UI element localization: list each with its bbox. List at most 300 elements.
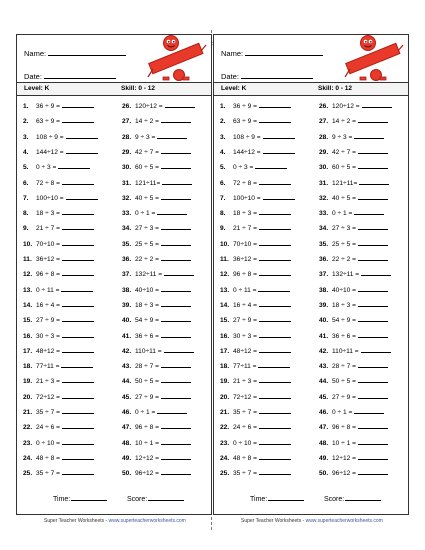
- credit-text: Super Teacher Worksheets -: [44, 518, 109, 524]
- answer-blank[interactable]: [263, 191, 295, 200]
- problem-number: 41.: [122, 332, 132, 340]
- answer-blank[interactable]: [62, 114, 94, 123]
- answer-blank[interactable]: [259, 114, 291, 123]
- problem-number: 39.: [122, 301, 132, 309]
- answer-blank[interactable]: [62, 313, 94, 322]
- answer-blank[interactable]: [354, 130, 384, 139]
- answer-blank[interactable]: [62, 405, 94, 414]
- problem-number: 23.: [23, 439, 33, 447]
- problem-item: [122, 390, 218, 402]
- answer-blank[interactable]: [259, 298, 291, 307]
- answer-blank[interactable]: [259, 99, 291, 108]
- answer-blank[interactable]: [354, 206, 384, 215]
- problem-expression: 30 ÷ 3 =: [233, 332, 257, 340]
- answer-blank[interactable]: [164, 267, 194, 276]
- problem-number: 35.: [122, 240, 132, 248]
- problem-expression: 24 ÷ 6 =: [233, 424, 257, 432]
- answer-blank[interactable]: [62, 451, 94, 460]
- problem-expression: 25 ÷ 5 =: [332, 240, 356, 248]
- problem-expression: 22 ÷ 2 =: [332, 256, 356, 263]
- answer-blank[interactable]: [62, 420, 94, 429]
- problem-number: 36.: [319, 256, 329, 263]
- problem-number: 16.: [23, 332, 33, 340]
- problem-expression: 144÷12 =: [36, 148, 64, 156]
- answer-blank[interactable]: [358, 221, 388, 230]
- problem-item: [122, 221, 218, 233]
- problem-expression: 9 ÷ 3 =: [332, 133, 353, 141]
- problem-expression: 60 ÷ 5 =: [135, 164, 159, 172]
- credit-url[interactable]: www.superteacherworksheets.com: [305, 518, 383, 524]
- answer-blank[interactable]: [361, 267, 391, 276]
- problem-expression: 54 ÷ 9 =: [332, 317, 356, 325]
- answer-blank[interactable]: [263, 130, 295, 139]
- answer-blank[interactable]: [62, 237, 94, 246]
- answer-blank[interactable]: [161, 451, 191, 460]
- answer-blank[interactable]: [157, 405, 187, 414]
- problem-item: [220, 390, 316, 402]
- problem-expression: 50 ÷ 5 =: [332, 378, 356, 386]
- problem-item: [23, 451, 119, 463]
- answer-blank[interactable]: [62, 267, 94, 276]
- problem-item: [220, 191, 316, 203]
- problem-expression: 27 ÷ 3 =: [332, 225, 356, 233]
- problem-expression: 48 ÷ 8 =: [233, 454, 257, 462]
- problem-item: [220, 145, 316, 157]
- problem-number: 15.: [23, 317, 33, 325]
- credit-url[interactable]: www.superteacherworksheets.com: [108, 518, 186, 524]
- problem-item: [319, 374, 415, 386]
- problem-number: 26.: [122, 103, 132, 110]
- problem-item: [23, 237, 119, 249]
- problem-item: [23, 99, 119, 111]
- problem-expression: 77÷11 =: [233, 363, 257, 371]
- problem-number: 1.: [220, 103, 226, 110]
- problem-number: 6.: [220, 179, 226, 187]
- problem-number: 29.: [122, 148, 132, 156]
- answer-blank[interactable]: [161, 436, 191, 445]
- problem-item: [220, 99, 316, 111]
- problem-number: 49.: [319, 454, 329, 462]
- answer-blank[interactable]: [62, 390, 94, 399]
- problem-item: [23, 374, 119, 386]
- answer-blank[interactable]: [66, 191, 98, 200]
- problem-number: 49.: [122, 454, 132, 462]
- problem-item: [319, 359, 415, 371]
- answer-blank[interactable]: [164, 344, 194, 353]
- answer-blank[interactable]: [259, 405, 291, 414]
- problem-number: 42.: [319, 347, 329, 355]
- answer-blank[interactable]: [358, 374, 388, 383]
- level-label: Level: K: [221, 85, 247, 92]
- problem-item: [319, 390, 415, 402]
- problem-expression: 18 ÷ 3 =: [135, 301, 159, 309]
- problem-number: 16.: [220, 332, 230, 340]
- problem-number: 20.: [23, 393, 33, 401]
- problem-expression: 0 ÷ 10 =: [233, 439, 257, 447]
- answer-blank[interactable]: [259, 237, 291, 246]
- problem-expression: 10 ÷ 1 =: [332, 439, 356, 447]
- answer-blank[interactable]: [358, 283, 388, 292]
- answer-blank[interactable]: [62, 252, 94, 261]
- problem-item: [220, 206, 316, 218]
- problem-item: [23, 191, 119, 203]
- problem-item: [122, 191, 218, 203]
- answer-blank[interactable]: [359, 176, 389, 185]
- answer-blank[interactable]: [62, 329, 94, 338]
- problem-item: [220, 283, 316, 295]
- problem-item: [23, 298, 119, 310]
- score-label: Score:: [127, 496, 148, 503]
- problem-expression: 10 ÷ 1 =: [135, 439, 159, 447]
- problem-expression: 48 ÷ 8 =: [36, 454, 60, 462]
- problem-number: 18.: [23, 363, 33, 371]
- problem-number: 9.: [23, 225, 29, 233]
- name-line[interactable]: [48, 48, 126, 56]
- answer-blank[interactable]: [161, 298, 191, 307]
- problem-expression: 27 ÷ 9 =: [135, 393, 159, 401]
- date-line[interactable]: [241, 71, 313, 79]
- answer-blank[interactable]: [258, 359, 290, 368]
- answer-blank[interactable]: [66, 130, 98, 139]
- answer-blank[interactable]: [259, 313, 291, 322]
- answer-blank[interactable]: [157, 130, 187, 139]
- problem-item: [319, 298, 415, 310]
- answer-blank[interactable]: [358, 252, 388, 261]
- problem-number: 7.: [23, 194, 29, 202]
- division-sign-mascot-icon: [145, 33, 207, 81]
- answer-blank[interactable]: [165, 99, 195, 108]
- answer-blank[interactable]: [362, 99, 392, 108]
- problem-expression: 24 ÷ 6 =: [36, 424, 60, 432]
- problem-item: [23, 420, 119, 432]
- problem-item: [319, 436, 415, 448]
- problem-number: 33.: [122, 210, 132, 218]
- problem-number: 22.: [220, 424, 230, 432]
- problem-item: [122, 99, 218, 111]
- problem-item: [319, 344, 415, 356]
- answer-blank[interactable]: [161, 466, 191, 475]
- problem-number: 31.: [122, 179, 132, 187]
- time-line[interactable]: [71, 493, 107, 501]
- score-line[interactable]: [345, 493, 381, 501]
- problem-expression: 70÷10 =: [36, 240, 60, 248]
- answer-blank[interactable]: [62, 221, 94, 230]
- answer-blank[interactable]: [161, 283, 191, 292]
- time-field[interactable]: [250, 493, 304, 503]
- problem-number: 6.: [23, 179, 29, 187]
- problem-number: 43.: [319, 363, 329, 371]
- problem-expression: 28 ÷ 7 =: [332, 363, 356, 371]
- problem-expression: 60 ÷ 5 =: [332, 164, 356, 172]
- problem-item: [220, 451, 316, 463]
- problem-item: [122, 160, 218, 172]
- answer-blank[interactable]: [161, 160, 191, 169]
- problem-expression: 36 ÷ 9 =: [36, 103, 60, 110]
- time-field[interactable]: [53, 493, 107, 503]
- answer-blank[interactable]: [259, 451, 291, 460]
- answer-blank[interactable]: [259, 252, 291, 261]
- problem-expression: 12÷12 =: [135, 454, 159, 462]
- problem-item: [122, 145, 218, 157]
- answer-blank[interactable]: [161, 191, 191, 200]
- problem-number: 2.: [220, 118, 226, 126]
- problem-number: 13.: [220, 286, 230, 294]
- problem-expression: 96÷12 =: [332, 470, 356, 478]
- problem-number: 42.: [122, 347, 132, 355]
- problem-number: 17.: [23, 347, 33, 355]
- problem-number: 12.: [23, 271, 33, 279]
- answer-blank[interactable]: [263, 145, 295, 154]
- answer-blank[interactable]: [358, 298, 388, 307]
- worksheet-header: [17, 35, 211, 82]
- problem-number: 28.: [319, 133, 329, 141]
- answer-blank[interactable]: [259, 267, 291, 276]
- problem-expression: 121÷11=: [332, 179, 358, 187]
- problem-number: 11.: [23, 256, 32, 263]
- problem-number: 44.: [122, 378, 132, 386]
- problem-expression: 40÷10 =: [135, 286, 159, 294]
- answer-blank[interactable]: [358, 436, 388, 445]
- problem-expression: 21 ÷ 7 =: [36, 225, 60, 233]
- problem-item: [23, 405, 119, 417]
- answer-blank[interactable]: [161, 359, 191, 368]
- problem-number: 43.: [122, 363, 132, 371]
- problem-expression: 132÷11 =: [332, 271, 360, 279]
- problem-number: 21.: [23, 409, 33, 416]
- answer-blank[interactable]: [259, 329, 291, 338]
- answer-blank[interactable]: [161, 374, 191, 383]
- answer-blank[interactable]: [354, 405, 384, 414]
- problem-item: [23, 114, 119, 126]
- problem-item: [220, 252, 316, 264]
- problem-number: 44.: [319, 378, 329, 386]
- problem-expression: 36÷12 =: [36, 256, 60, 263]
- answer-blank[interactable]: [259, 436, 291, 445]
- problem-item: [319, 191, 415, 203]
- score-label: Score:: [324, 496, 345, 503]
- worksheet-right: [213, 34, 409, 515]
- problem-expression: 0 ÷ 11 =: [36, 286, 60, 294]
- answer-blank[interactable]: [259, 420, 291, 429]
- answer-blank[interactable]: [358, 313, 388, 322]
- answer-blank[interactable]: [358, 237, 388, 246]
- problem-item: [220, 114, 316, 126]
- problem-item: [319, 237, 415, 249]
- problem-number: 40.: [319, 317, 329, 325]
- answer-blank[interactable]: [358, 329, 388, 338]
- answer-blank[interactable]: [358, 420, 388, 429]
- problem-number: 32.: [122, 194, 132, 202]
- problem-expression: 28 ÷ 7 =: [135, 363, 159, 371]
- answer-blank[interactable]: [161, 313, 191, 322]
- problem-expression: 0 ÷ 10 =: [36, 439, 60, 447]
- problem-number: 24.: [220, 454, 230, 462]
- problem-item: [122, 344, 218, 356]
- problem-item: [23, 252, 119, 264]
- answer-blank[interactable]: [259, 176, 291, 185]
- answer-blank[interactable]: [157, 206, 187, 215]
- problem-number: 47.: [319, 424, 329, 432]
- problem-number: 50.: [319, 470, 329, 478]
- problem-expression: 50 ÷ 5 =: [135, 378, 159, 386]
- answer-blank[interactable]: [58, 160, 90, 169]
- problem-number: 11.: [220, 256, 229, 263]
- problem-number: 27.: [122, 118, 132, 126]
- problem-number: 5.: [23, 164, 29, 172]
- problem-expression: 27 ÷ 9 =: [233, 317, 257, 325]
- problem-expression: 0 ÷ 3 =: [233, 164, 254, 172]
- answer-blank[interactable]: [161, 114, 191, 123]
- problem-item: [220, 466, 316, 478]
- problem-item: [122, 176, 218, 188]
- problem-number: 32.: [319, 194, 329, 202]
- answer-blank[interactable]: [259, 374, 291, 383]
- problem-item: [319, 329, 415, 341]
- problem-expression: 27 ÷ 9 =: [332, 393, 356, 401]
- problem-expression: 14 ÷ 2 =: [332, 118, 356, 126]
- problem-expression: 42 ÷ 7 =: [332, 148, 356, 156]
- problem-expression: 96÷12 =: [135, 470, 159, 478]
- answer-blank[interactable]: [161, 221, 191, 230]
- problem-number: 1.: [23, 103, 29, 110]
- answer-blank[interactable]: [358, 114, 388, 123]
- problem-item: [23, 221, 119, 233]
- problem-number: 17.: [220, 347, 230, 355]
- problem-expression: 27 ÷ 9 =: [36, 317, 60, 325]
- problem-expression: 132÷11 =: [135, 271, 163, 279]
- answer-blank[interactable]: [161, 252, 191, 261]
- answer-blank[interactable]: [162, 176, 192, 185]
- time-line[interactable]: [268, 493, 304, 501]
- problem-expression: 9 ÷ 3 =: [135, 133, 156, 141]
- credit-right: [241, 518, 383, 524]
- answer-blank[interactable]: [66, 145, 98, 154]
- problem-item: [220, 436, 316, 448]
- answer-blank[interactable]: [358, 359, 388, 368]
- problem-expression: 36÷12 =: [233, 256, 257, 263]
- problem-expression: 22 ÷ 2 =: [135, 256, 159, 263]
- answer-blank[interactable]: [62, 298, 94, 307]
- problem-item: [319, 114, 415, 126]
- problem-number: 34.: [319, 225, 329, 233]
- answer-blank[interactable]: [61, 283, 93, 292]
- answer-blank[interactable]: [358, 390, 388, 399]
- answer-blank[interactable]: [361, 344, 391, 353]
- date-field[interactable]: [221, 71, 313, 81]
- problem-expression: 0 ÷ 1 =: [332, 409, 353, 416]
- problem-expression: 108 ÷ 9 =: [36, 133, 64, 141]
- answer-blank[interactable]: [62, 99, 94, 108]
- answer-blank[interactable]: [161, 390, 191, 399]
- name-field[interactable]: [221, 48, 323, 58]
- problem-number: 48.: [122, 439, 132, 447]
- problem-item: [220, 329, 316, 341]
- credit-text: Super Teacher Worksheets -: [241, 518, 306, 524]
- score-field[interactable]: [127, 493, 184, 503]
- answer-blank[interactable]: [358, 191, 388, 200]
- problem-expression: 25 ÷ 5 =: [135, 240, 159, 248]
- answer-blank[interactable]: [259, 344, 291, 353]
- problem-item: [220, 267, 316, 279]
- answer-blank[interactable]: [62, 344, 94, 353]
- problem-item: [319, 420, 415, 432]
- problem-item: [122, 252, 218, 264]
- problem-number: 38.: [122, 286, 132, 294]
- problem-number: 10.: [220, 240, 230, 248]
- date-label: Date:: [24, 72, 42, 81]
- problem-number: 45.: [122, 393, 132, 401]
- name-line[interactable]: [245, 48, 323, 56]
- problem-number: 50.: [122, 470, 132, 478]
- answer-blank[interactable]: [358, 466, 388, 475]
- problem-expression: 63 ÷ 9 =: [233, 118, 257, 126]
- problem-item: [23, 283, 119, 295]
- answer-blank[interactable]: [358, 451, 388, 460]
- date-field[interactable]: [24, 71, 116, 81]
- answer-blank[interactable]: [62, 466, 94, 475]
- problem-expression: 63 ÷ 9 =: [36, 118, 60, 126]
- problem-expression: 40 ÷ 5 =: [332, 194, 356, 202]
- problem-item: [122, 237, 218, 249]
- problem-expression: 144÷12 =: [233, 148, 261, 156]
- answer-blank[interactable]: [161, 420, 191, 429]
- problem-number: 19.: [23, 378, 33, 386]
- answer-blank[interactable]: [62, 206, 94, 215]
- problem-item: [220, 359, 316, 371]
- answer-blank[interactable]: [62, 176, 94, 185]
- score-field[interactable]: [324, 493, 381, 503]
- answer-blank[interactable]: [161, 329, 191, 338]
- problem-number: 23.: [220, 439, 230, 447]
- problem-item: [122, 298, 218, 310]
- problem-item: [319, 313, 415, 325]
- problem-item: [122, 374, 218, 386]
- answer-blank[interactable]: [161, 145, 191, 154]
- problem-item: [23, 359, 119, 371]
- time-label: Time:: [250, 496, 268, 503]
- problem-expression: 110÷11 =: [332, 347, 359, 355]
- name-field[interactable]: [24, 48, 126, 58]
- problem-number: 47.: [122, 424, 132, 432]
- problem-number: 30.: [319, 164, 329, 172]
- answer-blank[interactable]: [61, 359, 93, 368]
- problem-number: 46.: [122, 409, 132, 416]
- answer-blank[interactable]: [259, 390, 291, 399]
- answer-blank[interactable]: [259, 206, 291, 215]
- problem-expression: 42 ÷ 7 =: [135, 148, 159, 156]
- answer-blank[interactable]: [255, 160, 287, 169]
- problem-item: [122, 420, 218, 432]
- answer-blank[interactable]: [62, 374, 94, 383]
- answer-blank[interactable]: [358, 145, 388, 154]
- answer-blank[interactable]: [259, 466, 291, 475]
- problem-number: 35.: [319, 240, 329, 248]
- problem-number: 29.: [319, 148, 329, 156]
- date-line[interactable]: [44, 71, 116, 79]
- problem-expression: 21 ÷ 3 =: [36, 378, 60, 386]
- answer-blank[interactable]: [259, 221, 291, 230]
- problem-expression: 96 ÷ 8 =: [135, 424, 159, 432]
- score-line[interactable]: [148, 493, 184, 501]
- problem-number: 2.: [23, 118, 29, 126]
- answer-blank[interactable]: [161, 237, 191, 246]
- answer-blank[interactable]: [358, 160, 388, 169]
- answer-blank[interactable]: [258, 283, 290, 292]
- problem-expression: 96 ÷ 8 =: [233, 271, 257, 279]
- problem-number: 37.: [319, 271, 329, 279]
- answer-blank[interactable]: [62, 436, 94, 445]
- problem-item: [23, 176, 119, 188]
